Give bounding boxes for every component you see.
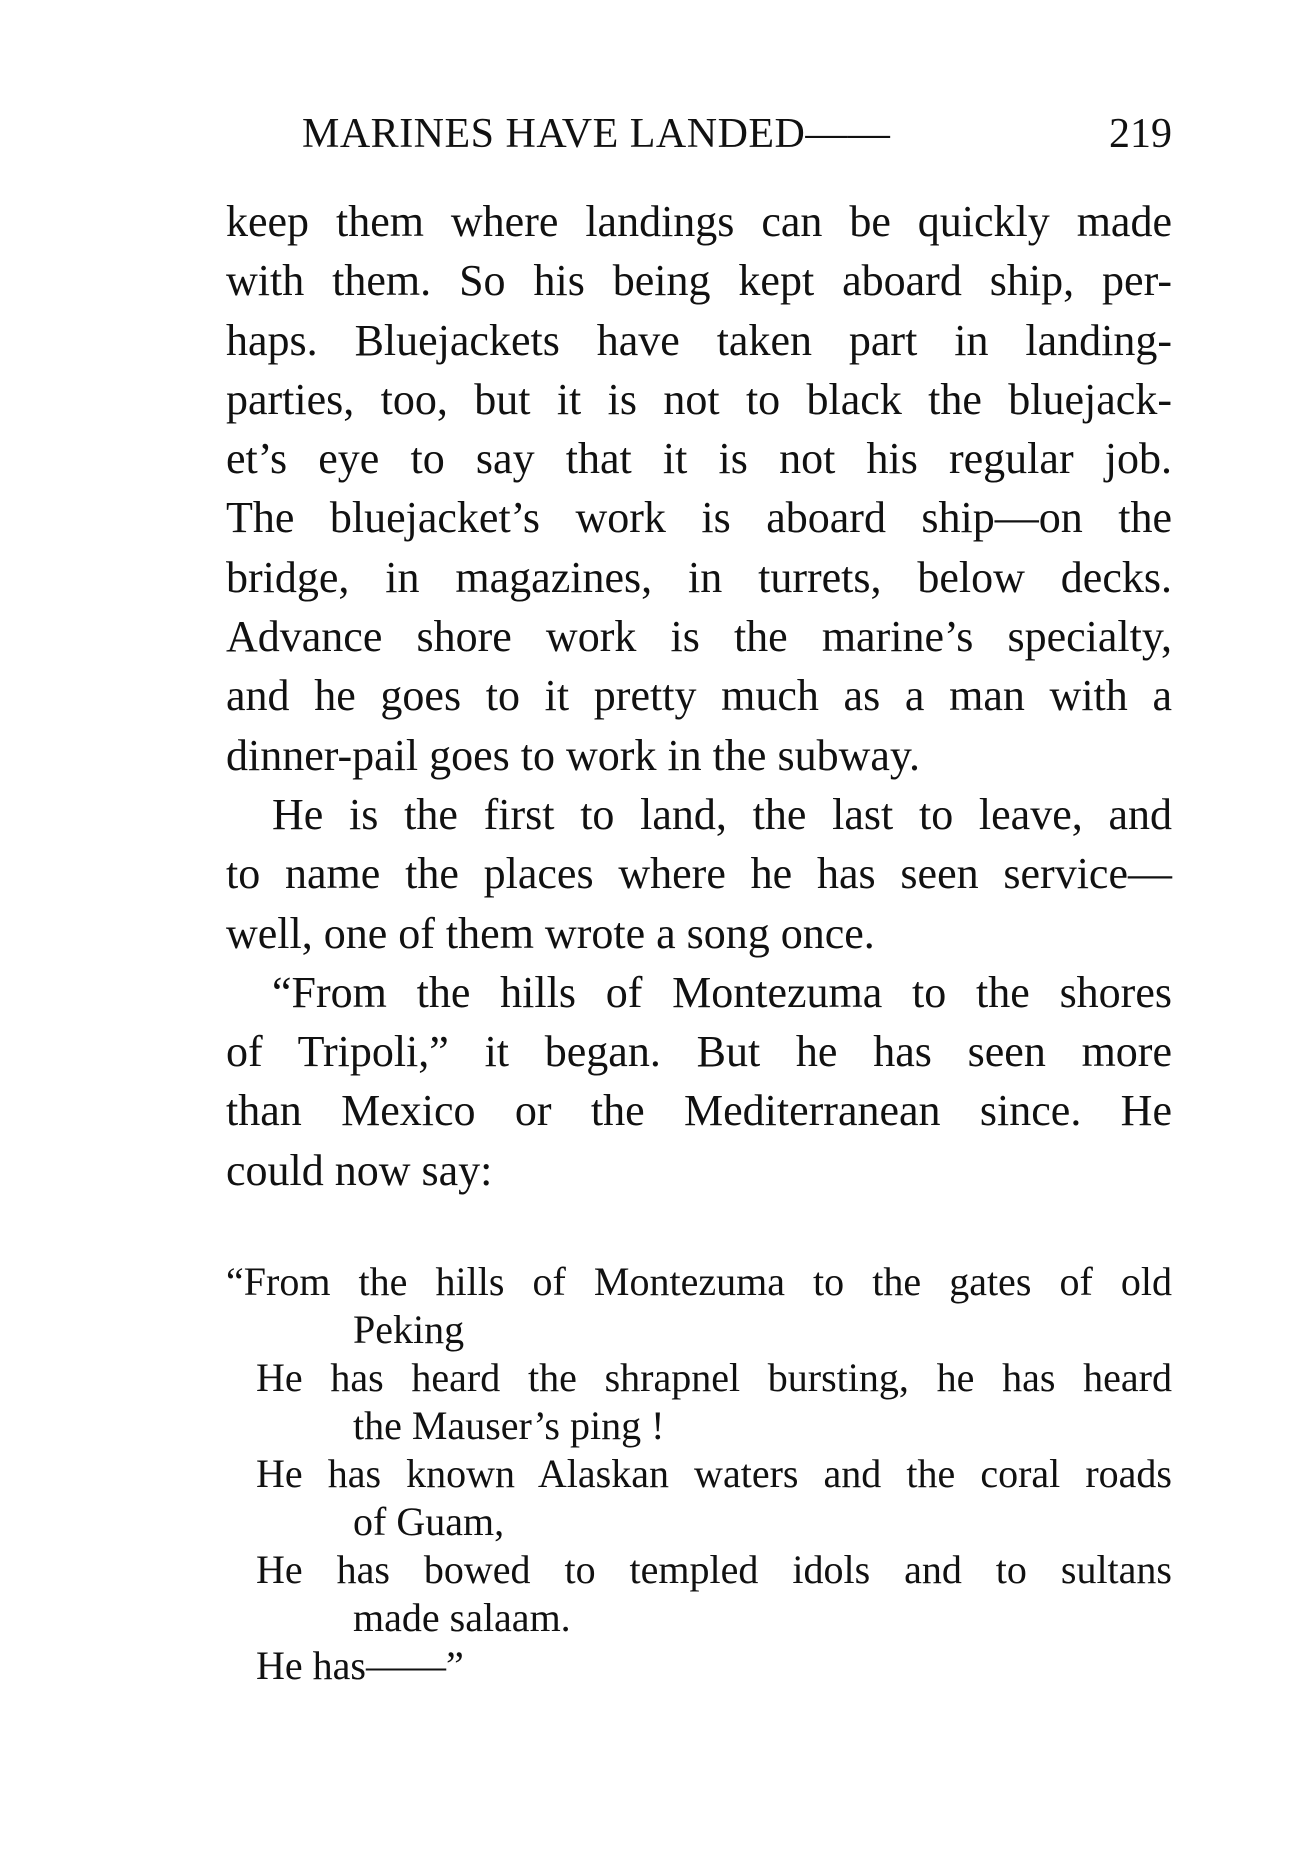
verse-line-continuation: made salaam. (353, 1595, 571, 1640)
body-text (226, 192, 1172, 1200)
verse-line: He has heard the shrapnel bursting, he has heard (256, 1355, 1172, 1400)
verse-line-continuation: of Guam, (353, 1499, 505, 1544)
text-line: well, one of them wrote a song once. (226, 908, 875, 958)
verse-line: He has bowed to templed idols and to sultans (256, 1547, 1172, 1592)
text-line: et’s eye to say that it is not his regular job. (226, 434, 1172, 484)
text-line: with them. So his being kept aboard ship, per- (226, 256, 1172, 306)
verse-line: He has——” (256, 1643, 464, 1688)
text-line: keep them where landings can be quickly made (226, 197, 1172, 246)
page-number: 219 (1109, 111, 1172, 157)
text-line: haps. Bluejackets have taken part in landing- (226, 315, 1172, 365)
running-head (302, 104, 1172, 164)
text-line: could now say: (226, 1145, 493, 1195)
text-line: bridge, in magazines, in turrets, below decks. (226, 552, 1172, 602)
verse-line: He has known Alaskan waters and the coral roads (256, 1451, 1172, 1496)
text-line: “From the hills of Montezuma to the shores (272, 967, 1172, 1017)
running-title: MARINES HAVE LANDED—— (302, 111, 891, 157)
text-line: than Mexico or the Mediterranean since. He (226, 1086, 1172, 1136)
text-line: to name the places where he has seen service— (226, 849, 1172, 899)
verse-line-continuation: the Mauser’s ping ! (353, 1403, 665, 1448)
verse-line-continuation: Peking (353, 1307, 465, 1352)
text-line: He is the first to land, the last to leave, and (272, 789, 1172, 839)
text-line: dinner-pail goes to work in the subway. (226, 730, 921, 780)
text-line: and he goes to it pretty much as a man with a (226, 671, 1172, 721)
text-line: Advance shore work is the marine’s specialty, (226, 612, 1172, 662)
text-line: parties, too, but it is not to black the bluejack- (226, 374, 1172, 424)
verse-quote (226, 1258, 1172, 1690)
text-line: The bluejacket’s work is aboard ship—on the (226, 493, 1172, 543)
verse-line: “From the hills of Montezuma to the gates of old (226, 1259, 1172, 1304)
text-line: of Tripoli,” it began. But he has seen more (226, 1027, 1172, 1077)
